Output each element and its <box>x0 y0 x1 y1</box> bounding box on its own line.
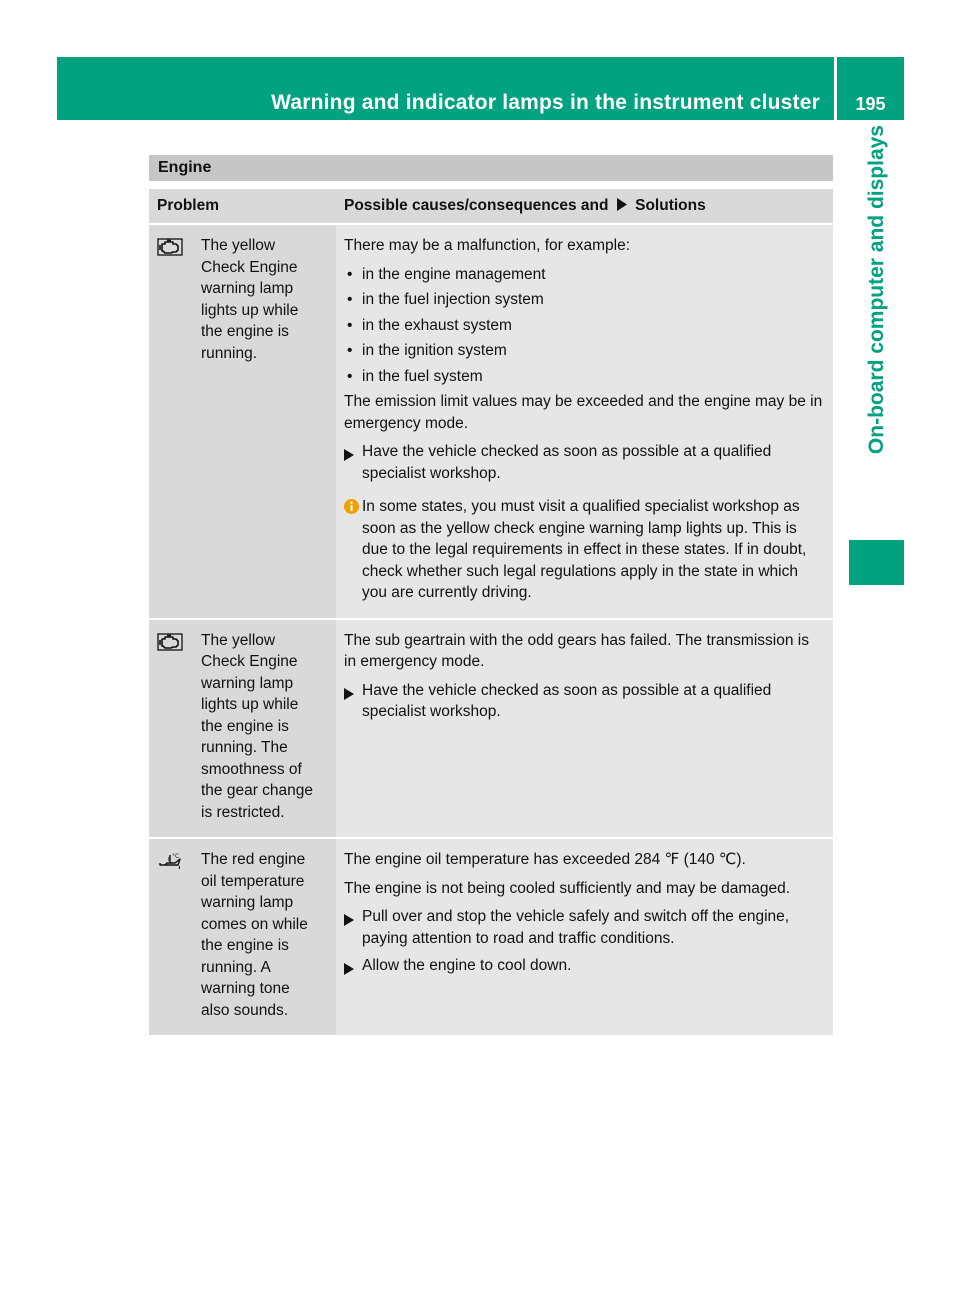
arrow-icon <box>344 441 362 484</box>
problem-line: the engine is <box>201 937 289 954</box>
problem-line: oil temperature <box>201 872 305 890</box>
column-header-causes: Possible causes/consequences and <box>344 197 609 215</box>
section-title: Engine <box>149 155 833 181</box>
problem-line: also sounds. <box>201 1001 289 1019</box>
side-section-label: On-board computer and displays <box>865 125 888 455</box>
side-section-marker <box>849 540 904 585</box>
column-header-problem: Problem <box>149 189 336 224</box>
info-note <box>344 496 825 604</box>
problem-line: is restricted. <box>201 803 285 821</box>
problem-cell <box>149 619 336 839</box>
arrow-icon <box>616 198 628 211</box>
problem-cell <box>149 224 336 619</box>
list-item: • in the ignition system <box>344 340 825 362</box>
problem-line: running. <box>201 344 258 362</box>
list-item-text: in the engine management <box>362 265 546 283</box>
list-item-text: in the fuel system <box>362 367 483 385</box>
arrow-icon <box>344 680 362 723</box>
list-item-text: in the fuel injection system <box>362 291 544 308</box>
problem-line: warning lamp <box>201 674 294 692</box>
problem-line: Check Engine <box>201 258 298 276</box>
problem-line: the engine is <box>201 717 289 735</box>
action-step <box>344 955 825 982</box>
problem-line: The yellow <box>201 237 276 254</box>
problem-text <box>201 235 328 364</box>
arrow-icon <box>344 906 362 949</box>
column-header-solutions-label: Solutions <box>635 197 706 215</box>
action-step-text: Have the vehicle checked as soon as possible at a qualified specialist workshop. <box>362 681 772 720</box>
problem-line: running. The <box>201 739 288 756</box>
list-item: • in the fuel injection system <box>344 289 825 311</box>
header-bar <box>57 57 834 120</box>
page-number: 195 <box>855 94 886 114</box>
table-row <box>149 838 833 1036</box>
solution-consequence: The engine is not being cooled sufficiently and may be damaged. <box>344 879 791 897</box>
problem-line: warning lamp <box>201 894 294 911</box>
arrow-icon <box>344 955 362 982</box>
problem-cell <box>149 838 336 1036</box>
action-step <box>344 441 825 484</box>
problem-line: the gear change <box>201 782 314 799</box>
check-engine-icon <box>157 235 201 364</box>
problem-line: smoothness of <box>201 760 302 778</box>
table-header-row <box>149 189 833 224</box>
oil-temperature-icon <box>157 849 201 1021</box>
table-row <box>149 619 833 839</box>
side-section-tab <box>849 125 904 525</box>
problem-line: The yellow <box>201 631 276 649</box>
page-header-title: Warning and indicator lamps in the instrument cluster <box>271 91 820 114</box>
problem-line: running. A <box>201 958 271 976</box>
action-step <box>344 680 825 723</box>
engine-warning-table <box>149 189 833 1037</box>
problem-line: the engine is <box>201 323 289 340</box>
list-item-text: in the exhaust system <box>362 316 512 334</box>
action-step-text: Allow the engine to cool down. <box>362 957 572 974</box>
solution-cell <box>336 224 833 619</box>
svg-text:°C: °C <box>172 853 180 860</box>
solution-intro: The sub geartrain with the odd gears has failed. The transmission is in emergency mode. <box>344 631 809 670</box>
problem-line: lights up while <box>201 696 299 713</box>
solution-consequence: The emission limit values may be exceeded and the engine may be in emergency mode. <box>344 393 823 432</box>
list-item: • in the exhaust system <box>344 315 825 337</box>
problem-line: warning tone <box>201 980 290 997</box>
info-note-text: In some states, you must visit a qualified specialist workshop as soon as the yellow check engine warning lamp lights up. This is due to the legal requirements in effect in these states. If in doubt, check whether such legal regulations apply in the state in which you are currently driving. <box>362 498 807 601</box>
problem-line: warning lamp <box>201 280 294 297</box>
problem-text <box>201 630 328 824</box>
solution-cell <box>336 619 833 839</box>
action-step <box>344 906 825 949</box>
problem-line: Check Engine <box>201 653 298 670</box>
table-row <box>149 224 833 619</box>
action-step-text: Have the vehicle checked as soon as possible at a qualified specialist workshop. <box>362 443 772 482</box>
column-header-solutions <box>336 189 833 224</box>
page-number-box <box>837 57 904 120</box>
problem-line: lights up while <box>201 301 299 319</box>
list-item-text: in the ignition system <box>362 342 507 359</box>
problem-line: The red engine <box>201 851 306 868</box>
problem-text <box>201 849 328 1021</box>
solution-cell <box>336 838 833 1036</box>
check-engine-icon <box>157 630 201 824</box>
list-item: • in the engine management <box>344 264 825 286</box>
solution-intro: There may be a malfunction, for example: <box>344 237 631 254</box>
solution-intro: The engine oil temperature has exceeded 284 ℉ (140 ℃). <box>344 851 746 868</box>
problem-line: comes on while <box>201 915 308 933</box>
action-step-text: Pull over and stop the vehicle safely and switch off the engine, paying attention to road and traffic conditions. <box>362 908 790 947</box>
list-item: • in the fuel system <box>344 366 825 388</box>
info-icon <box>344 496 362 604</box>
